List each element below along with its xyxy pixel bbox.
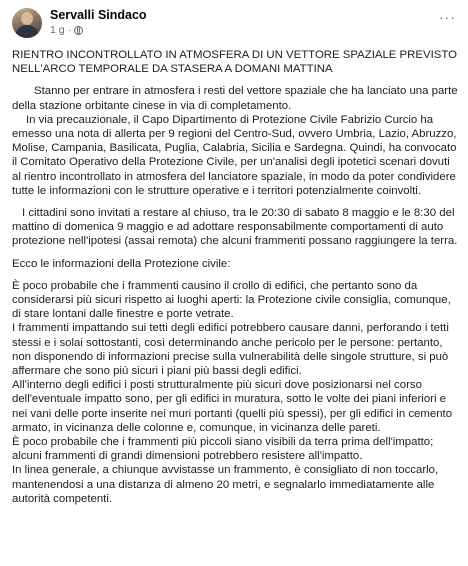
post-paragraph: È poco probabile che i frammenti più piccoli siano visibili da terra prima dell'impatto; alcuni frammenti di grandi dimensioni potrebbero resistere all'impatto. [12, 436, 434, 463]
post-paragraph: I cittadini sono invitati a restare al chiuso, tra le 20:30 di sabato 8 maggio e le 8:30 del mattino di domenica 9 maggio e ad adottare responsabilmente comportamenti di auto protezione nell'ipotesi (assai remota) che alcuni frammenti possano raggiungere la terra. [12, 207, 458, 248]
post-paragraph: I frammenti impattando sui tetti degli edifici potrebbero causare danni, perforando i tetti stessi e i solai sottostanti, così determinando anche pericolo per le persone: pertanto, non disponendo di informazioni precise sulla vulnerabilità delle singole strutture, si può affermare che sono più sicuri i piani più bassi degli edifici. [12, 322, 449, 378]
post-paragraph: Ecco le informazioni della Protezione civile: [12, 257, 231, 270]
post-time[interactable]: 1 g [50, 24, 65, 36]
more-options-icon[interactable]: ··· [439, 9, 456, 25]
paragraph-gap [12, 271, 458, 279]
post-body [12, 48, 458, 506]
post-paragraph: In via precauzionale, il Capo Dipartimento di Protezione Civile Fabrizio Curcio ha emesso una nota di allerta per 9 regioni del Centro-Sud, ovvero Umbria, Lazio, Abruzzo, Molise, Campania, Basilicata, Puglia, Calabria, Sicilia e Sardegna. Quindi, ha convocato il Comitato Operativo della Protezione Civile, per un'analisi degli ipotetici scenari dovuti al rientro incontrollato in atmosfera del lanciatore spaziale, in modo da poter condividere tutte le informazioni con le strutture operative e i territori potenzialmente coinvolti. [12, 113, 457, 197]
post-header [12, 8, 458, 42]
post-paragraph: Stanno per entrare in atmosfera i resti del vettore spaziale che ha lanciato una parte della stazione orbitante cinese in via di completamento. [12, 85, 458, 112]
post-subline [50, 23, 439, 37]
paragraph-gap [12, 198, 458, 206]
avatar-head-shape [21, 12, 33, 25]
paragraph-gap [12, 249, 458, 257]
post-paragraph: All'interno degli edifici i posti strutturalmente più sicuri dove posizionarsi nel corso dell'eventuale impatto sono, per gli edifici in muratura, sotto le volte dei piani inferiori e nei vani delle porte inserite nei muri portanti (quelli più spessi), per gli edifici in cemento armato, in vicinanza delle colonne e, comunque, in vicinanza delle pareti. [12, 379, 453, 434]
author-name[interactable]: Servalli Sindaco [50, 8, 147, 22]
avatar-body-shape [15, 25, 39, 38]
post-title: RIENTRO INCONTROLLATO IN ATMOSFERA DI UN VETTORE SPAZIALE PREVISTO NELL'ARCO TEMPORALE DA STASERA A DOMANI MATTINA [12, 49, 457, 76]
paragraph-gap [12, 76, 458, 84]
post-meta [50, 8, 439, 37]
meta-separator: · [67, 24, 72, 36]
author-avatar[interactable] [12, 8, 42, 38]
post-paragraph: È poco probabile che i frammenti causino il crollo di edifici, che pertanto sono da considerarsi più sicuri rispetto ai luoghi aperti: la Protezione civile consiglia, comunque, di stare lontani dalle finestre e porte vetrate. [12, 279, 451, 321]
globe-icon[interactable] [74, 26, 83, 35]
post-paragraph: In linea generale, a chiunque avvistasse un frammento, è consigliato di non toccarlo, mantenendosi a una distanza di almeno 20 metri, e segnalarlo immediatamente alle autorità competenti. [12, 464, 439, 505]
